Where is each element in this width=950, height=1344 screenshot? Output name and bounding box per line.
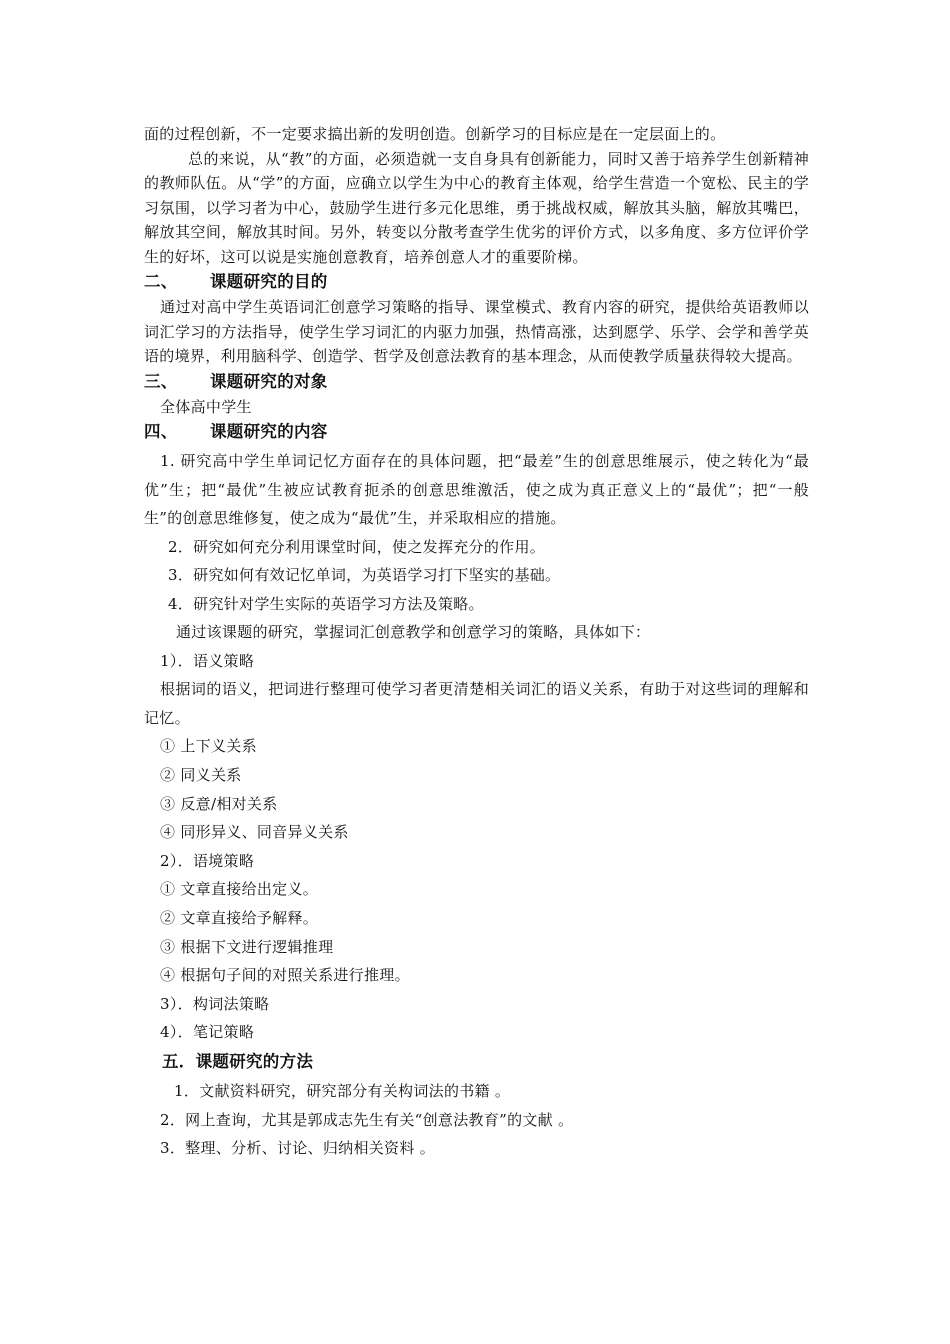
section-title: 课题研究的内容 bbox=[210, 422, 328, 441]
section-4-item-3: 3．研究如何有效记忆单词，为英语学习打下坚实的基础。 bbox=[168, 566, 561, 585]
section-heading-3 bbox=[144, 369, 809, 395]
strategy-4-title: 4）．笔记策略 bbox=[160, 1023, 255, 1042]
document-body bbox=[144, 122, 809, 1163]
intro-paragraph-2: 总的来说，从“教”的方面，必须造就一支自身具有创新能力，同时又善于培养学生创新精神的教师队伍。从“学”的方面，应确立以学生为中心的教育主体观，给学生营造一个宽松、民主的学习氛围，以学习者为中心，鼓励学生进行多元化思维，勇于挑战权威，解放其头脑，解放其嘴巴，解放其空间，解放其时间。另外，转变以分散考查学生优劣的评价方式，以多角度、多方位评价学生的好坏，这可以说是实施创意教育，培养创意人才的重要阶梯。 bbox=[144, 149, 809, 266]
strategy-2-title: 2）．语境策略 bbox=[160, 851, 255, 870]
section-heading-5: 五．课题研究的方法 bbox=[162, 1052, 314, 1071]
strategy-1-item: ① 上下义关系 bbox=[160, 737, 257, 756]
section-4-item-2: 2．研究如何充分利用课堂时间，使之发挥充分的作用。 bbox=[168, 537, 546, 556]
section-number: 三、 bbox=[144, 371, 178, 391]
section-title: 课题研究的目的 bbox=[210, 272, 328, 291]
section-5-item: 2．网上查询，尤其是郭成志先生有关“创意法教育”的文献 。 bbox=[160, 1110, 574, 1129]
section-heading-4 bbox=[144, 419, 809, 445]
section-4-item-1: 1. 研究高中学生单词记忆方面存在的具体问题，把“最差”生的创意思维展示，使之转化为“最优”生；把“最优”生被应试教育扼杀的创意思维激活，使之成为真正意义上的“最优”；把“一般生”的创意思维修复，使之成为“最优”生，并采取相应的措施。 bbox=[144, 452, 809, 527]
strategy-1-body: 根据词的语义，把词进行整理可使学习者更清楚相关词汇的语义关系，有助于对这些词的理解和记忆。 bbox=[144, 680, 809, 727]
section-2-body: 通过对高中学生英语词汇创意学习策略的指导、课堂模式、教育内容的研究，提供给英语教师以词汇学习的方法指导，使学生学习词汇的内驱力加强，热情高涨，达到愿学、乐学、会学和善学英语的境界，利用脑科学、创造学、哲学及创意法教育的基本理念，从而使教学质量获得较大提高。 bbox=[144, 298, 809, 365]
section-5-item: 1．文献资料研究，研究部分有关构词法的书籍 。 bbox=[174, 1082, 511, 1100]
section-heading-2 bbox=[144, 269, 809, 295]
intro-paragraph-1: 面的过程创新，不一定要求搞出新的发明创造。创新学习的目标应是在一定层面上的。 bbox=[144, 125, 726, 143]
strategy-2-item: ④ 根据句子间的对照关系进行推理。 bbox=[160, 966, 410, 985]
strategy-2-item: ① 文章直接给出定义。 bbox=[160, 880, 319, 899]
strategy-1-item: ③ 反意/相对关系 bbox=[160, 794, 278, 813]
section-5-item: 3．整理、分析、讨论、归纳相关资料 。 bbox=[160, 1139, 436, 1158]
section-4-item-4: 4．研究针对学生实际的英语学习方法及策略。 bbox=[168, 594, 484, 613]
strategy-1-item: ② 同义关系 bbox=[160, 766, 242, 785]
section-number: 四、 bbox=[144, 422, 178, 441]
strategy-2-item: ② 文章直接给予解释。 bbox=[160, 909, 319, 928]
strategy-3-title: 3）．构词法策略 bbox=[160, 994, 270, 1013]
strategy-2-item: ③ 根据下文进行逻辑推理 bbox=[160, 937, 334, 956]
section-3-body: 全体高中学生 bbox=[160, 397, 252, 416]
section-title: 课题研究的对象 bbox=[210, 371, 328, 391]
section-4-summary: 通过该课题的研究，掌握词汇创意教学和创意学习的策略，具体如下： bbox=[176, 623, 651, 642]
strategy-1-title: 1）．语义策略 bbox=[160, 651, 255, 670]
strategy-1-item: ④ 同形异义、同音异义关系 bbox=[160, 823, 349, 842]
section-number: 二、 bbox=[144, 272, 178, 291]
